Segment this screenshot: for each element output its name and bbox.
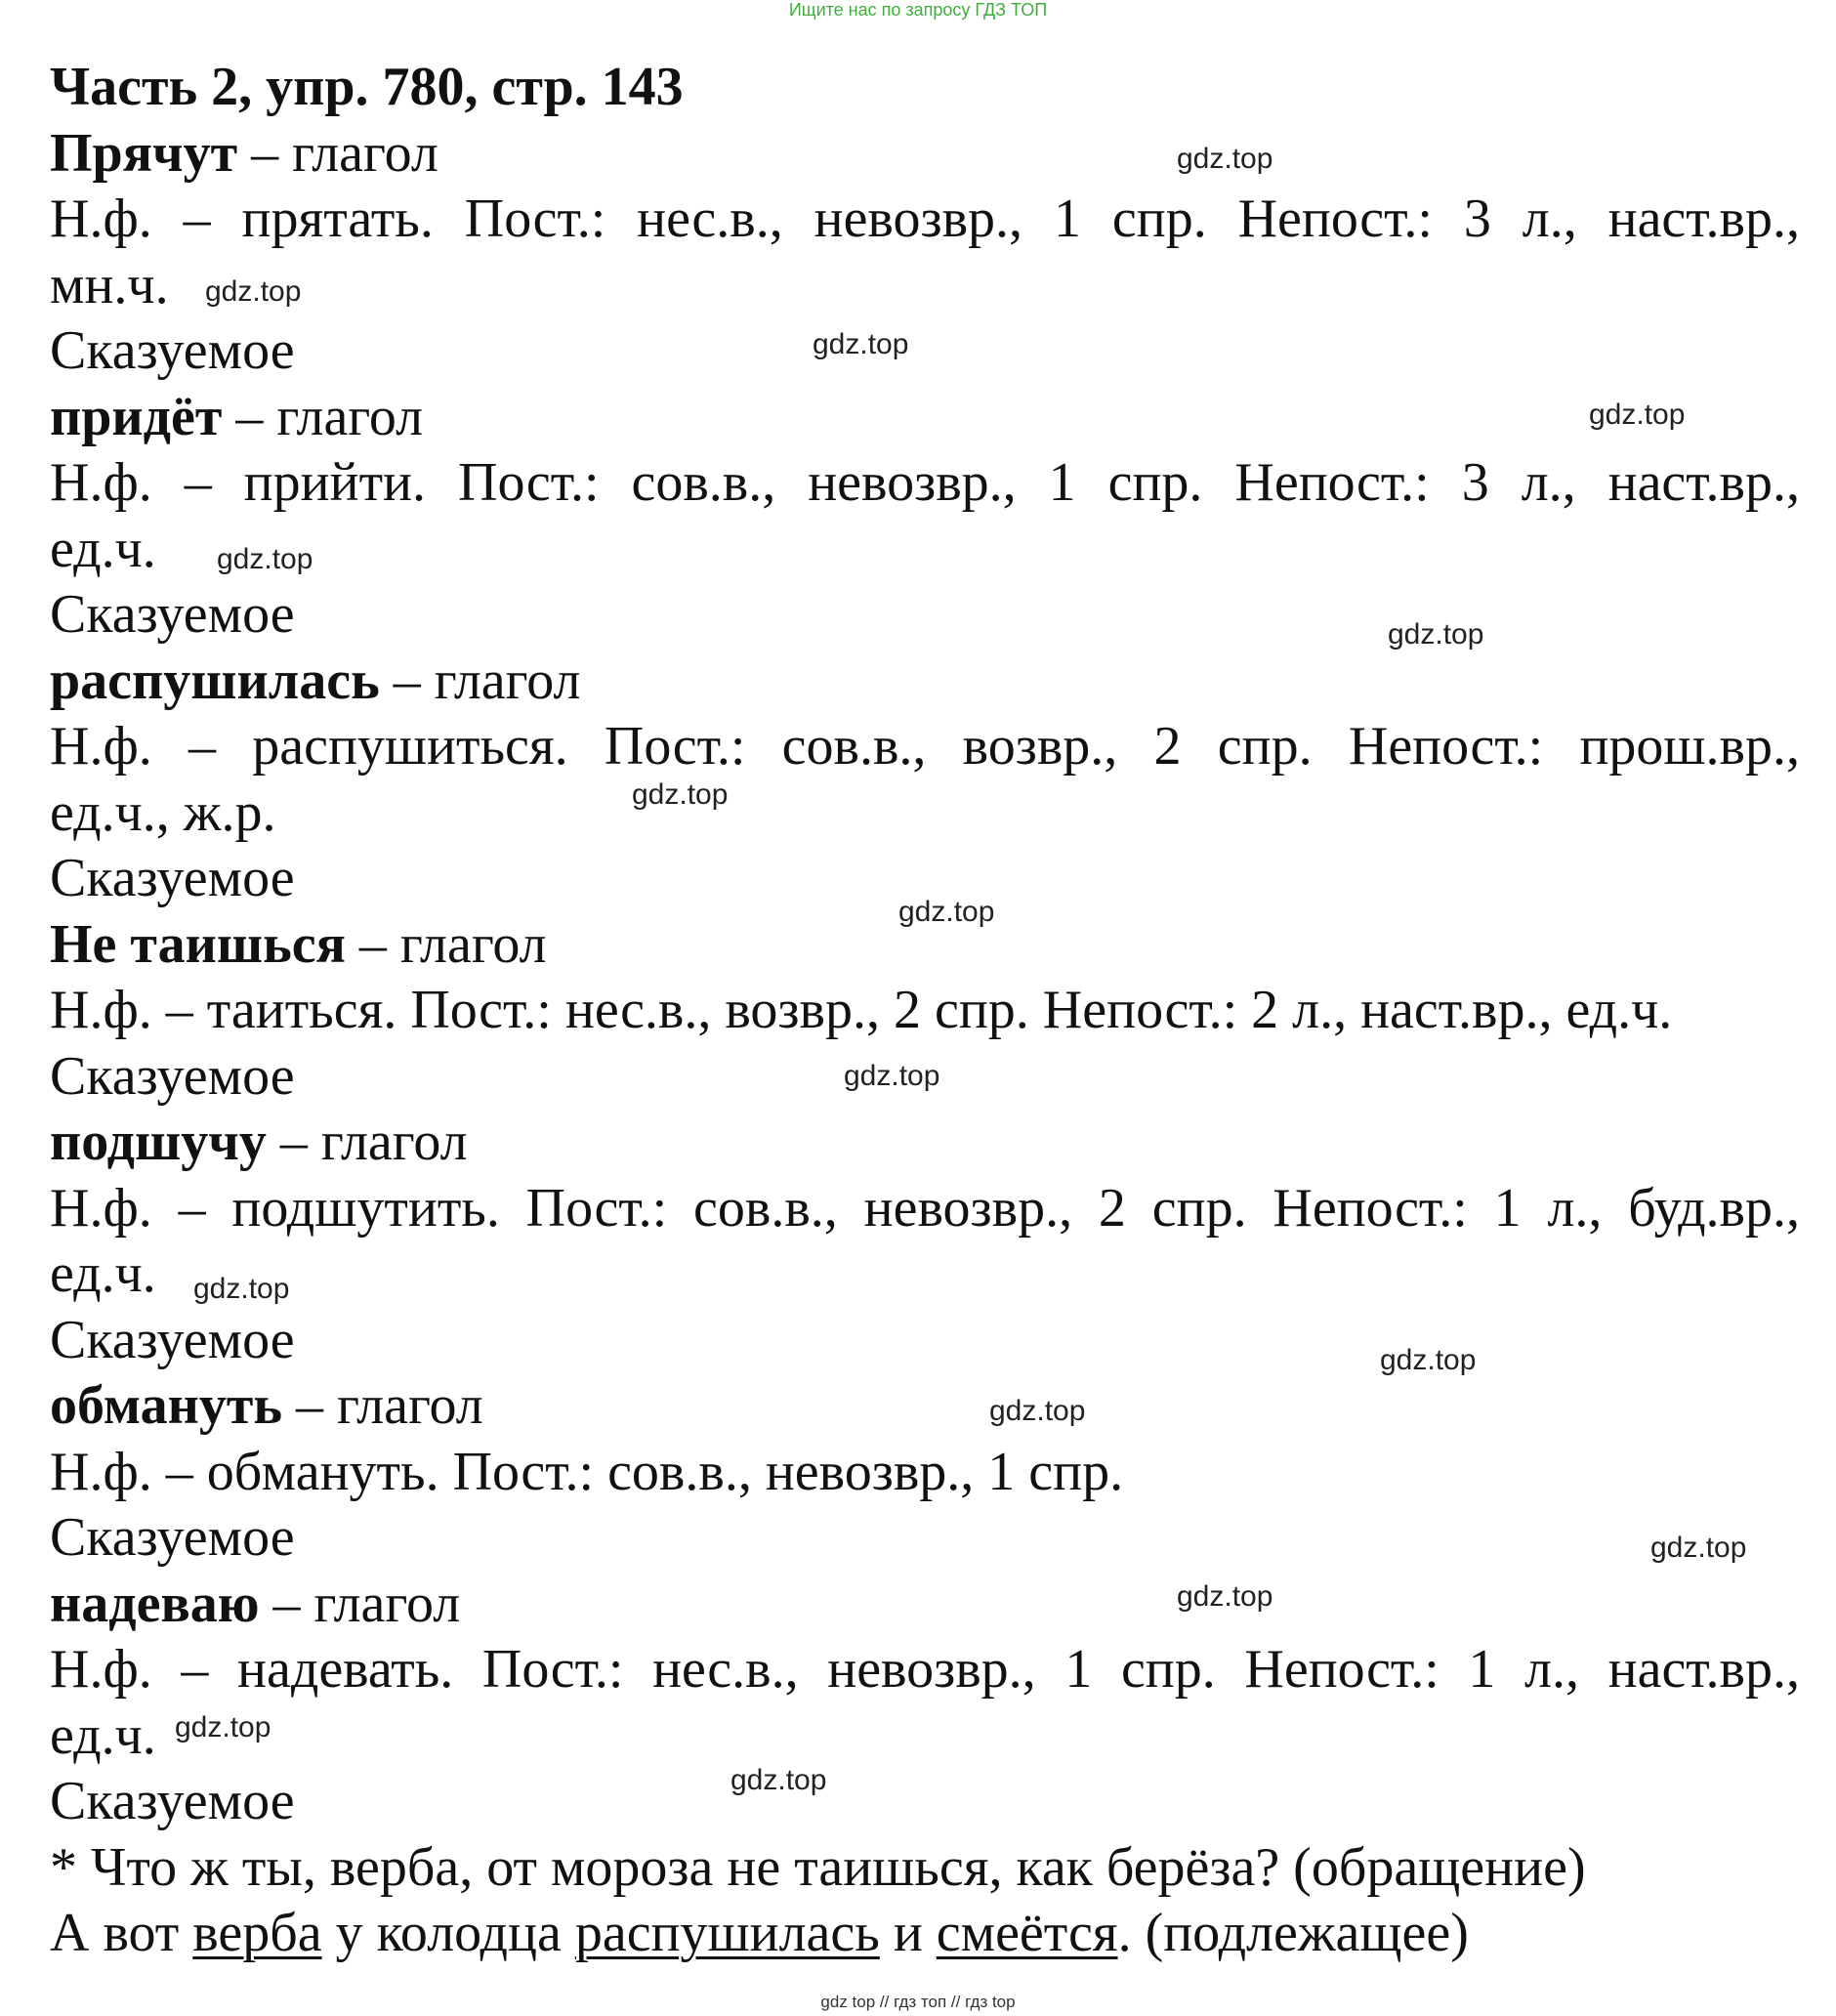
- watermark: gdz.top: [730, 1764, 827, 1796]
- page-title: Часть 2, упр. 780, стр. 143: [50, 57, 684, 117]
- entry-heading: [50, 385, 1800, 451]
- entry-details-cont: ед.ч.: [50, 518, 156, 579]
- entry-details: Н.ф. – надевать. Пост.: нес.в., невозвр., 1 спр. Непост.: 1 л., наст.вр.,: [50, 1639, 1800, 1700]
- entry-role: Сказуемое: [50, 320, 295, 381]
- entry-word: Не таишься: [50, 913, 346, 975]
- entry-role: Сказуемое: [50, 848, 295, 908]
- watermark: gdz.top: [1650, 1532, 1747, 1564]
- entry-heading: [50, 1572, 1800, 1638]
- entry-heading: [50, 121, 1800, 188]
- entry-word: подшучу: [50, 1112, 267, 1172]
- underlined-predicate: смеётся: [936, 1903, 1118, 1963]
- entry-pos: – глагол: [259, 1573, 461, 1634]
- entry-details: Н.ф. – таиться. Пост.: нес.в., возвр., 2 спр. Непост.: 2 л., наст.вр., ед.ч.: [50, 980, 1673, 1040]
- entry-details: Н.ф. – прятать. Пост.: нес.в., невозвр., 1 спр. Непост.: 3 л., наст.вр.,: [50, 189, 1800, 249]
- entry-word: Прячут: [50, 122, 238, 184]
- entry-details: Н.ф. – обмануть. Пост.: сов.в., невозвр., 1 спр.: [50, 1441, 1124, 1502]
- entry-heading: [50, 1110, 1800, 1176]
- sentence-text: у колодца: [321, 1903, 575, 1963]
- entry-word: надеваю: [50, 1573, 260, 1634]
- entry-pos: – глагол: [222, 386, 424, 447]
- footer: gdz top // гдз топ // гдз top: [820, 1993, 1016, 2011]
- sentence-text: и: [879, 1903, 937, 1963]
- watermark: gdz.top: [1177, 1580, 1273, 1613]
- entry-word: распушилась: [50, 650, 380, 711]
- entry-role: Сказуемое: [50, 1507, 295, 1568]
- entry-details-cont: мн.ч.: [50, 254, 169, 315]
- top-banner: Ищите нас по запросу ГДЗ ТОП: [788, 0, 1048, 20]
- entry-details: Н.ф. – подшутить. Пост.: сов.в., невозвр., 2 спр. Непост.: 1 л., буд.вр.,: [50, 1177, 1800, 1239]
- watermark: gdz.top: [813, 328, 909, 360]
- entry-role: Сказуемое: [50, 1045, 295, 1107]
- entry-word: придёт: [50, 386, 223, 447]
- watermark: gdz.top: [1589, 399, 1686, 431]
- entry-details: Н.ф. – распушиться. Пост.: сов.в., возвр., 2 спр. Непост.: прош.вр.,: [50, 716, 1800, 777]
- watermark: gdz.top: [1177, 143, 1273, 175]
- watermark: gdz.top: [989, 1395, 1086, 1427]
- entry-pos: – глагол: [345, 913, 547, 975]
- entry-heading: [50, 649, 1800, 715]
- entry-role: Сказуемое: [50, 1309, 295, 1370]
- watermark: gdz.top: [175, 1711, 271, 1743]
- underlined-subject: верба: [192, 1903, 322, 1963]
- watermark: gdz.top: [193, 1273, 290, 1305]
- entry-details-cont: ед.ч.: [50, 1704, 156, 1766]
- watermark: gdz.top: [844, 1060, 940, 1092]
- note-line: * Что ж ты, верба, от мороза не таишься, как берёза? (обращение): [50, 1836, 1586, 1898]
- document-body: [50, 55, 1800, 1967]
- final-sentence: [50, 1901, 1800, 1967]
- watermark: gdz.top: [898, 896, 995, 928]
- entry-heading: [50, 1373, 1800, 1440]
- watermark: gdz.top: [1388, 618, 1484, 651]
- entry-details-cont: ед.ч.: [50, 1243, 156, 1304]
- entry-pos: – глагол: [237, 122, 438, 184]
- entry-pos: – глагол: [282, 1375, 483, 1436]
- sentence-text: . (подлежащее): [1117, 1903, 1469, 1963]
- underlined-predicate: распушилась: [574, 1903, 880, 1963]
- entry-details-cont: ед.ч., ж.р.: [50, 781, 276, 843]
- watermark: gdz.top: [1380, 1344, 1477, 1376]
- watermark: gdz.top: [632, 778, 729, 811]
- entry-role: Сказуемое: [50, 1771, 295, 1831]
- watermark: gdz.top: [205, 275, 302, 308]
- entry-pos: – глагол: [266, 1112, 468, 1172]
- entry-details: Н.ф. – прийти. Пост.: сов.в., невозвр., 1 спр. Непост.: 3 л., наст.вр.,: [50, 452, 1800, 513]
- watermark: gdz.top: [217, 543, 313, 575]
- entry-pos: – глагол: [379, 650, 581, 711]
- sentence-text: А вот: [50, 1903, 193, 1963]
- entry-role: Сказуемое: [50, 584, 295, 645]
- entry-word: обмануть: [50, 1375, 283, 1436]
